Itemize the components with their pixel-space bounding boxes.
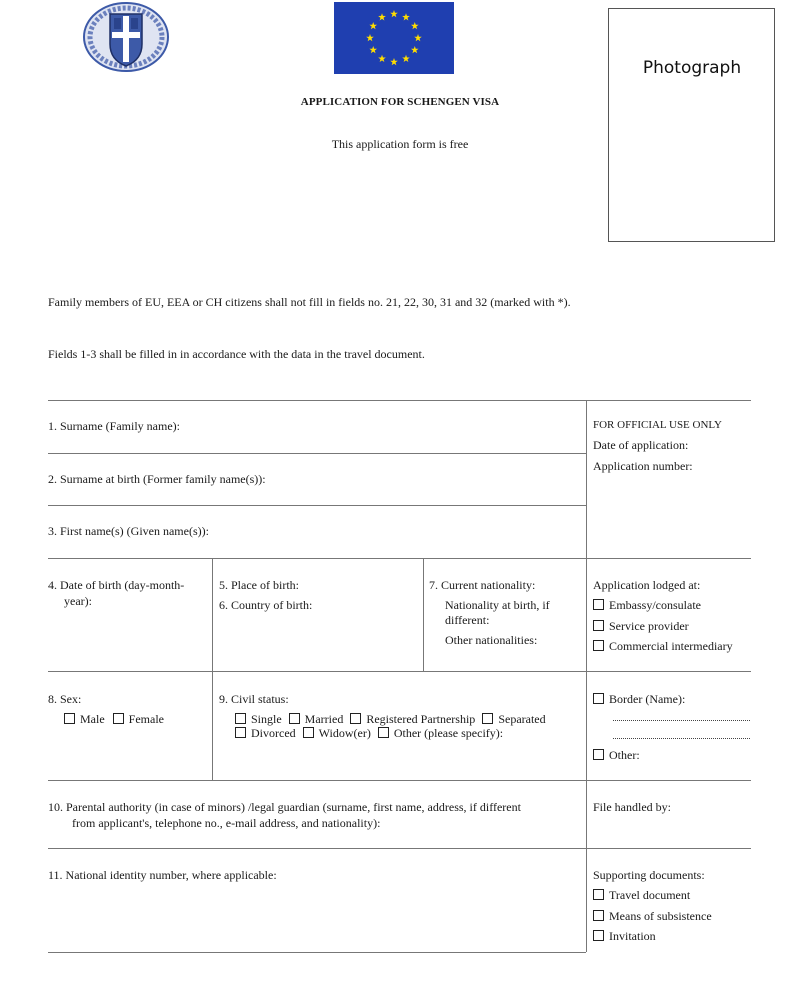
field-4-date-of-birth[interactable]: 4. Date of birth (day-month-: [48, 578, 185, 592]
photograph-label: Photograph: [642, 58, 742, 78]
divorced-checkbox[interactable]: [235, 727, 246, 738]
registered-partnership-checkbox[interactable]: [350, 713, 361, 724]
family-members-note: Family members of EU, EEA or CH citizens shall not fill in fields no. 21, 22, 30, 31 and 32 (marked with *).: [48, 295, 571, 309]
date-of-application-label: Date of application:: [593, 438, 689, 452]
commercial-intermediary-checkbox[interactable]: [593, 640, 604, 651]
border-option: [593, 691, 685, 707]
field-7-current-nationality[interactable]: 7. Current nationality:: [429, 578, 536, 592]
greek-coat-of-arms-icon: [80, 2, 172, 72]
subsistence-label: Means of subsistence: [609, 909, 712, 923]
field-7-other-nationalities[interactable]: Other nationalities:: [445, 633, 538, 647]
invitation-checkbox[interactable]: [593, 930, 604, 941]
commercial-intermediary-label: Commercial intermediary: [609, 639, 733, 653]
civil-status-row-2: [235, 725, 503, 741]
single-checkbox[interactable]: [235, 713, 246, 724]
service-provider-checkbox[interactable]: [593, 620, 604, 631]
file-handled-by-label: File handled by:: [593, 800, 671, 814]
male-label: Male: [80, 712, 105, 726]
single-label: Single: [251, 712, 282, 726]
other-status-label: Other (please specify):: [393, 726, 504, 740]
married-label: Married: [304, 712, 344, 726]
lodged-embassy-option: [593, 597, 701, 613]
lodged-service-provider-option: [593, 618, 689, 634]
male-checkbox[interactable]: [64, 713, 75, 724]
widow-label: Widow(er): [318, 726, 371, 740]
field-6-country-of-birth[interactable]: 6. Country of birth:: [219, 598, 313, 612]
field-4-date-of-birth-cont: year):: [64, 594, 92, 608]
travel-document-label: Travel document: [609, 888, 691, 902]
field-3-first-names[interactable]: 3. First name(s) (Given name(s)):: [48, 524, 209, 538]
form-title: APPLICATION FOR SCHENGEN VISA: [300, 96, 500, 108]
service-provider-label: Service provider: [609, 619, 689, 633]
border-checkbox[interactable]: [593, 693, 604, 704]
female-checkbox[interactable]: [113, 713, 124, 724]
field-5-place-of-birth[interactable]: 5. Place of birth:: [219, 578, 299, 592]
divorced-label: Divorced: [251, 726, 296, 740]
married-checkbox[interactable]: [289, 713, 300, 724]
separated-label: Separated: [498, 712, 546, 726]
field-10-parental-authority-cont: from applicant's, telephone no., e-mail address, and nationality):: [72, 816, 381, 830]
eu-flag-icon: [334, 2, 454, 74]
field-11-national-id[interactable]: 11. National identity number, where applicable:: [48, 868, 277, 882]
travel-document-option: [593, 887, 690, 903]
border-label: Border (Name):: [609, 692, 686, 706]
photograph-box[interactable]: [608, 8, 775, 242]
registered-partnership-label: Registered Partnership: [366, 712, 476, 726]
supporting-documents-label: Supporting documents:: [593, 868, 705, 882]
invitation-label: Invitation: [609, 929, 656, 943]
application-lodged-at-label: Application lodged at:: [593, 578, 701, 592]
application-number-label: Application number:: [593, 459, 693, 473]
female-label: Female: [128, 712, 164, 726]
other-status-checkbox[interactable]: [378, 727, 389, 738]
subsistence-option: [593, 908, 712, 924]
embassy-checkbox[interactable]: [593, 599, 604, 610]
travel-document-checkbox[interactable]: [593, 889, 604, 900]
other-lodged-option: [593, 747, 640, 763]
lodged-commercial-option: [593, 638, 733, 654]
border-name-line-2[interactable]: [613, 738, 750, 739]
field-9-civil-status: 9. Civil status:: [219, 692, 289, 706]
separated-checkbox[interactable]: [482, 713, 493, 724]
official-use-heading: FOR OFFICIAL USE ONLY: [593, 419, 722, 431]
embassy-label: Embassy/consulate: [609, 598, 701, 612]
fields-1-3-note: Fields 1-3 shall be filled in in accordance with the data in the travel document.: [48, 347, 425, 361]
field-7-nationality-at-birth-cont: different:: [445, 613, 490, 627]
border-name-line-1[interactable]: [613, 720, 750, 721]
form-subtitle: This application form is free: [331, 137, 469, 151]
field-7-nationality-at-birth[interactable]: Nationality at birth, if: [445, 598, 550, 612]
other-label: Other:: [609, 748, 640, 762]
subsistence-checkbox[interactable]: [593, 910, 604, 921]
field-2-surname-at-birth[interactable]: 2. Surname at birth (Former family name(s)):: [48, 472, 266, 486]
invitation-option: [593, 928, 656, 944]
field-10-parental-authority[interactable]: 10. Parental authority (in case of minors) /legal guardian (surname, first name, address, if different: [48, 800, 521, 814]
field-8-sex: 8. Sex:: [48, 692, 82, 706]
other-checkbox[interactable]: [593, 749, 604, 760]
sex-options: [64, 711, 164, 727]
field-1-surname[interactable]: 1. Surname (Family name):: [48, 419, 180, 433]
widow-checkbox[interactable]: [303, 727, 314, 738]
